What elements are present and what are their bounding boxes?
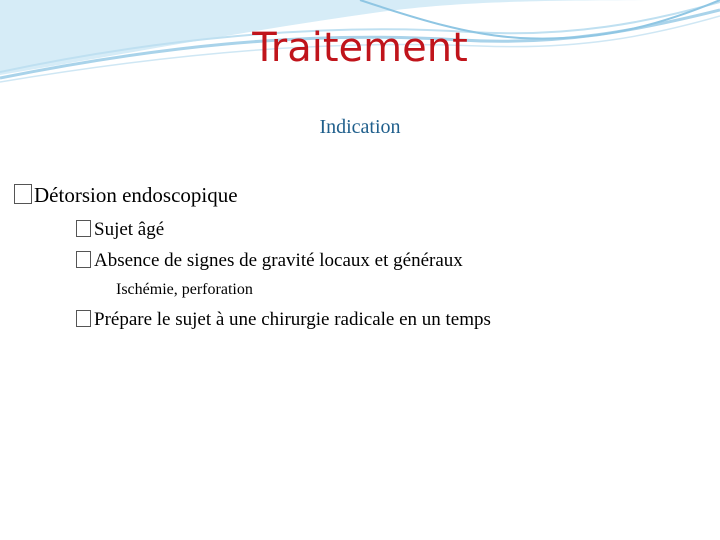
- bullet-box-icon: [76, 251, 91, 268]
- bullet-item-level2: [76, 217, 164, 243]
- bullet-item-level1: [14, 181, 238, 209]
- bullet-text: Absence de signes de gravité locaux et généraux: [94, 250, 463, 271]
- bullet-item-level2: [76, 307, 491, 333]
- bullet-box-icon: [76, 310, 91, 327]
- bullet-box-icon: [76, 220, 91, 237]
- bullet-text: Prépare le sujet à une chirurgie radicale en un temps: [94, 309, 491, 330]
- slide-subtitle: Indication: [319, 116, 401, 138]
- bullet-text: Détorsion endoscopique: [34, 183, 238, 207]
- sub-item-text: Ischémie, perforation: [116, 281, 253, 298]
- slide-title: Traitement: [252, 25, 468, 71]
- bullet-text: Sujet âgé: [94, 219, 165, 240]
- bullet-item-level2: [76, 248, 463, 274]
- bullet-box-icon: [14, 184, 32, 204]
